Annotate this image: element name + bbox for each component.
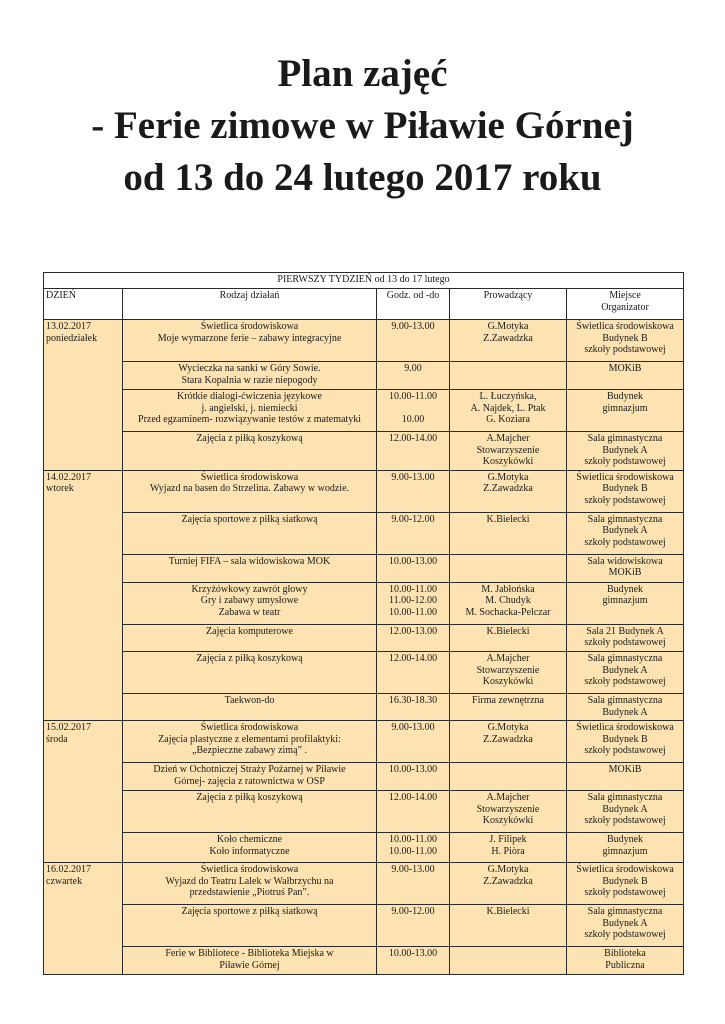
leaders-cell: [450, 947, 567, 975]
activity-cell: Zajęcia z piłką koszykową: [123, 791, 377, 833]
header-leaders: Prowadzący: [450, 289, 567, 320]
hours-cell: 12.00-14.00: [377, 651, 450, 693]
activity-cell: Zajęcia sportowe z piłką siatkową: [123, 905, 377, 947]
activity-cell: Świetlica środowiskowa Wyjazd do Teatru Lalek w Wałbrzychu na przedstawienie „Piotruś Pan”.: [123, 863, 377, 905]
table-row: [44, 362, 684, 390]
hours-cell: 10.00-13.00: [377, 554, 450, 582]
leaders-cell: M. Jabłońska M. Chudyk M. Sochacka-Pelczar: [450, 582, 567, 624]
hours-cell: 9.00-13.00: [377, 863, 450, 905]
hours-cell: 10.00-11.00 10.00-11.00: [377, 833, 450, 863]
table-row: [44, 905, 684, 947]
hours-cell: 9.00: [377, 362, 450, 390]
header-hours: Godz. od -do: [377, 289, 450, 320]
leaders-cell: J. Filipek H. Piòra: [450, 833, 567, 863]
place-cell: MOKiB: [567, 362, 684, 390]
leaders-cell: K.Bielecki: [450, 512, 567, 554]
day-cell: 16.02.2017 czwartek: [44, 863, 123, 975]
place-cell: Sala gimnastyczna Budynek A szkoły podstawowej: [567, 905, 684, 947]
table-row: [44, 582, 684, 624]
place-cell: Budynek gimnazjum: [567, 833, 684, 863]
place-cell: MOKiB: [567, 763, 684, 791]
page-title: [0, 48, 725, 204]
activity-cell: Zajęcia komputerowe: [123, 624, 377, 651]
hours-cell: 16.30-18.30: [377, 693, 450, 720]
place-cell: Biblioteka Publiczna: [567, 947, 684, 975]
activity-cell: Wycieczka na sanki w Góry Sowie. Stara Kopalnia w razie niepogody: [123, 362, 377, 390]
activity-cell: Taekwon-do: [123, 693, 377, 720]
leaders-cell: G.Motyka Z.Zawadzka: [450, 320, 567, 362]
leaders-cell: Firma zewnętrzna: [450, 693, 567, 720]
place-cell: Świetlica środowiskowa Budynek B szkoły podstawowej: [567, 863, 684, 905]
place-cell: Sala gimnastyczna Budynek A: [567, 693, 684, 720]
hours-cell: 9.00-13.00: [377, 470, 450, 512]
activity-cell: Świetlica środowiskowa Wyjazd na basen do Strzelina. Zabawy w wodzie.: [123, 470, 377, 512]
table-row: [44, 833, 684, 863]
leaders-cell: [450, 362, 567, 390]
place-cell: Budynek gimnazjum: [567, 390, 684, 432]
place-cell: Sala gimnastyczna Budynek A szkoły podstawowej: [567, 791, 684, 833]
table-row: [44, 554, 684, 582]
activity-cell: Krzyżówkowy zawrót głowy Gry i zabawy umysłowe Zabawa w teatr: [123, 582, 377, 624]
place-cell: Sala gimnastyczna Budynek A szkoły podstawowej: [567, 432, 684, 471]
activity-cell: Zajęcia z piłką koszykową: [123, 651, 377, 693]
leaders-cell: G.Motyka Z.Zawadzka: [450, 721, 567, 763]
leaders-cell: K.Bielecki: [450, 905, 567, 947]
day-cell: 14.02.2017 wtorek: [44, 470, 123, 720]
table-row: [44, 390, 684, 432]
activity-cell: Ferie w Bibliotece - Biblioteka Miejska w Piławie Górnej: [123, 947, 377, 975]
table-row: [44, 512, 684, 554]
leaders-cell: A.Majcher Stowarzyszenie Koszykówki: [450, 791, 567, 833]
place-cell: Świetlica środowiskowa Budynek B szkoły podstawowej: [567, 470, 684, 512]
hours-cell: 9.00-13.00: [377, 721, 450, 763]
place-cell: Świetlica środowiskowa Budynek B szkoły podstawowej: [567, 721, 684, 763]
table-row: [44, 651, 684, 693]
day-cell: 13.02.2017 poniedziałek: [44, 320, 123, 471]
activity-cell: Zajęcia z piłką koszykową: [123, 432, 377, 471]
activity-cell: Turniej FIFA – sala widowiskowa MOK: [123, 554, 377, 582]
leaders-cell: K.Bielecki: [450, 624, 567, 651]
table-row: [44, 763, 684, 791]
hours-cell: 12.00-13.00: [377, 624, 450, 651]
table-row: [44, 791, 684, 833]
hours-cell: 9.00-12.00: [377, 512, 450, 554]
hours-cell: 10.00-13.00: [377, 763, 450, 791]
hours-cell: 9.00-13.00: [377, 320, 450, 362]
day-cell: 15.02.2017 środa: [44, 721, 123, 863]
table-header-row: [44, 289, 684, 320]
table-row: [44, 863, 684, 905]
table-row: [44, 947, 684, 975]
title-line-3: od 13 do 24 lutego 2017 roku: [123, 156, 602, 199]
header-activity: Rodzaj działań: [123, 289, 377, 320]
place-cell: Sala widowiskowa MOKiB: [567, 554, 684, 582]
hours-cell: 9.00-12.00: [377, 905, 450, 947]
title-line-1: Plan zajęć: [277, 52, 448, 95]
leaders-cell: A.Majcher Stowarzyszenie Koszykówki: [450, 651, 567, 693]
place-cell: Świetlica środowiskowa Budynek B szkoły podstawowej: [567, 320, 684, 362]
leaders-cell: G.Motyka Z.Zawadzka: [450, 470, 567, 512]
header-place: Miejsce Organizator: [567, 289, 684, 320]
leaders-cell: L. Łuczyńska, A. Najdek, L. Ptak G. Koziara: [450, 390, 567, 432]
place-cell: Sala gimnastyczna Budynek A szkoły podstawowej: [567, 512, 684, 554]
table-row: [44, 320, 684, 362]
place-cell: Budynek gimnazjum: [567, 582, 684, 624]
table-row: [44, 432, 684, 471]
schedule-table: [43, 272, 684, 975]
hours-cell: 10.00-11.00 11.00-12.00 10.00-11.00: [377, 582, 450, 624]
activity-cell: Koło chemiczne Koło informatyczne: [123, 833, 377, 863]
table-row: [44, 721, 684, 763]
activity-cell: Świetlica środowiskowa Moje wymarzone ferie – zabawy integracyjne: [123, 320, 377, 362]
hours-cell: 10.00-11.00 10.00: [377, 390, 450, 432]
hours-cell: 10.00-13.00: [377, 947, 450, 975]
table-row: [44, 470, 684, 512]
header-day: DZIEŃ: [44, 289, 123, 320]
table-row: [44, 693, 684, 720]
place-cell: Sala 21 Budynek A szkoły podstawowej: [567, 624, 684, 651]
activity-cell: Dzień w Ochotniczej Straży Pożarnej w Piławie Górnej- zajęcia z ratownictwa w OSP: [123, 763, 377, 791]
place-cell: Sala gimnastyczna Budynek A szkoły podstawowej: [567, 651, 684, 693]
leaders-cell: A.Majcher Stowarzyszenie Koszykówki: [450, 432, 567, 471]
table-row: [44, 624, 684, 651]
activity-cell: Świetlica środowiskowa Zajęcia plastyczne z elementami profilaktyki: „Bezpieczne zabawy zimą” .: [123, 721, 377, 763]
week-banner: PIERWSZY TYDZIEŃ od 13 do 17 lutego: [44, 273, 684, 289]
hours-cell: 12.00-14.00: [377, 791, 450, 833]
hours-cell: 12.00-14.00: [377, 432, 450, 471]
leaders-cell: G.Motyka Z.Zawadzka: [450, 863, 567, 905]
leaders-cell: [450, 763, 567, 791]
title-line-2: - Ferie zimowe w Piławie Górnej: [91, 104, 634, 147]
activity-cell: Krótkie dialogi-ćwiczenia językowe j. angielski, j. niemiecki Przed egzaminem- rozwiązywanie testów z matematyki: [123, 390, 377, 432]
leaders-cell: [450, 554, 567, 582]
activity-cell: Zajęcia sportowe z piłką siatkową: [123, 512, 377, 554]
